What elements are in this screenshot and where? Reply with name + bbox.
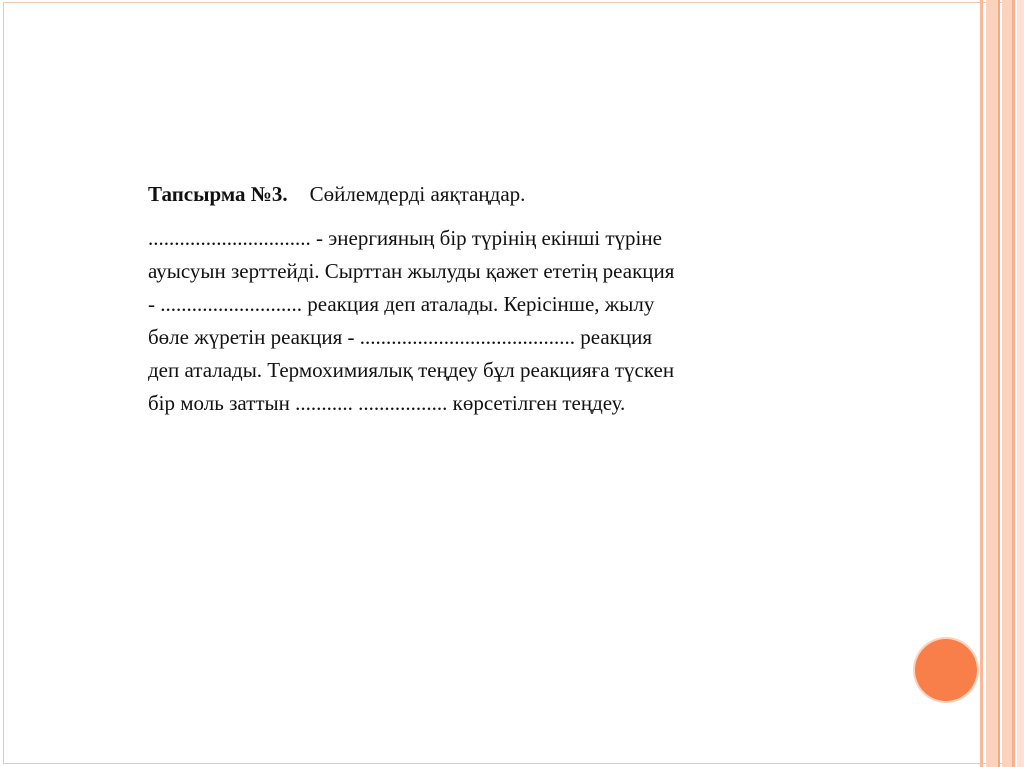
stripe [986, 0, 998, 767]
stripe [1012, 0, 1015, 767]
paragraph-line: бір моль заттын ........... ................. көрсетілген теңдеу. [148, 391, 626, 415]
paragraph-line: ауысуын зерттейді. Сырттан жылуды қажет ететің реакция [148, 259, 675, 283]
paragraph-line: - ........................... реакция деп аталады. Керісінше, жылу [148, 292, 655, 316]
slide-content [148, 180, 828, 420]
stripe [1017, 0, 1024, 767]
task-paragraph [148, 222, 828, 420]
task-instruction: Сөйлемдерді аяқтаңдар. [309, 182, 526, 206]
task-heading [148, 180, 828, 208]
decorative-stripes [980, 0, 1024, 767]
paragraph-line: деп аталады. Термохимиялық теңдеу бұл реакцияға түскен [148, 358, 675, 382]
decorative-circle [915, 639, 977, 701]
stripe [980, 0, 983, 767]
stripe [1002, 0, 1012, 767]
stripe [998, 0, 1000, 767]
paragraph-line: бөле жүретін реакция - ......................................... реакция [148, 325, 653, 349]
task-label: Тапсырма №3. [148, 182, 288, 206]
paragraph-line: ............................... - энергияның бір түрінің екінші түріне [148, 226, 662, 250]
